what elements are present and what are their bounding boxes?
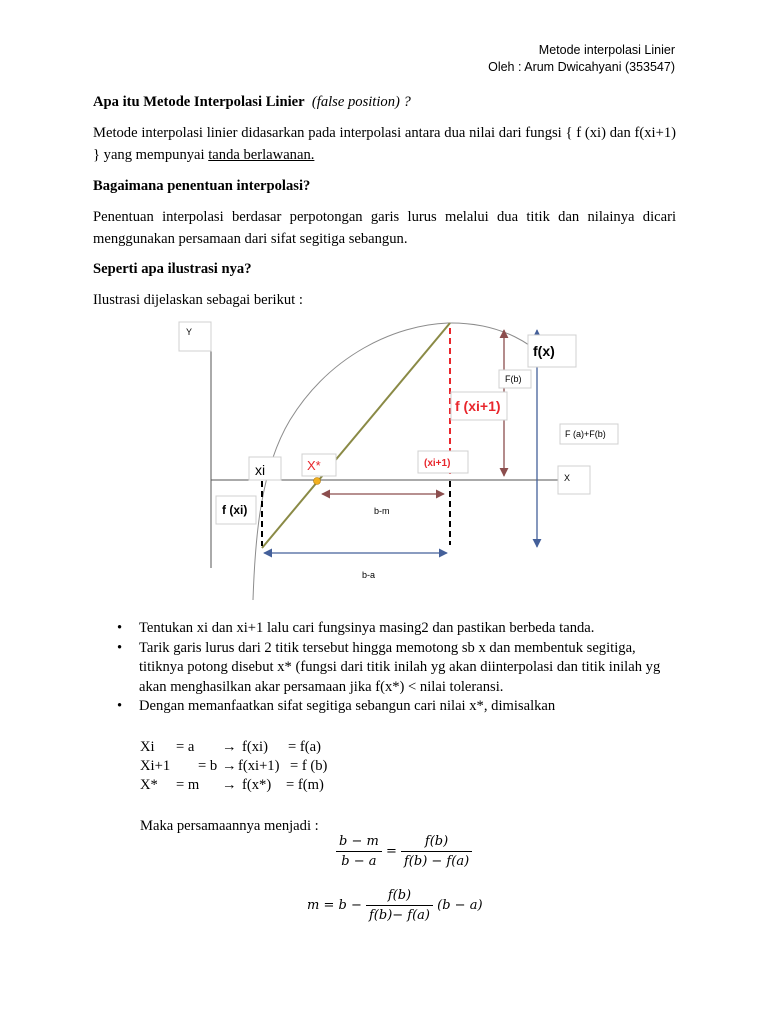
section3-title: Seperti apa ilustrasi nya? xyxy=(93,261,252,277)
xi-label: xi xyxy=(255,462,266,478)
section1-title: Apa itu Metode Interpolasi Linier xyxy=(93,94,305,110)
chord-line xyxy=(262,323,450,548)
bullet-icon: • xyxy=(117,620,123,636)
xstar-point xyxy=(314,478,321,485)
y-label: Y xyxy=(186,327,193,337)
bullet-icon: • xyxy=(117,639,123,656)
x-label: X xyxy=(564,473,571,483)
xstar-label: X* xyxy=(307,458,321,473)
steps-list xyxy=(93,619,676,717)
definition-row: Xi = a → f(xi) = f(a) xyxy=(140,738,321,758)
fx-label: f(x) xyxy=(533,343,555,359)
fxi1-label: f (xi+1) xyxy=(455,398,501,414)
formula-intro: Maka persamaannya menjadi : xyxy=(140,818,319,834)
section1-title-italic: (false position) ? xyxy=(311,94,411,110)
section2-title: Bagaimana penentuan interpolasi? xyxy=(93,178,311,194)
fxi-label: f (xi) xyxy=(222,503,248,517)
list-item: • Tentukan xi dan xi+1 lalu cari fungsinya masing2 dan pastikan berbeda tanda. xyxy=(93,619,676,639)
xi1-label: (xi+1) xyxy=(424,458,451,469)
header-author: Oleh : Arum Dwicahyani (353547) xyxy=(488,60,675,74)
definition-row: Xi+1 = b →f(xi+1) = f (b) xyxy=(140,757,327,777)
list-item: • Dengan memanfaatkan sifat segitiga sebangun cari nilai x*, dimisalkan xyxy=(93,697,676,717)
section3-intro: Ilustrasi dijelaskan sebagai berikut : xyxy=(93,292,303,308)
ba-label: b-a xyxy=(362,570,376,580)
definition-row: X* = m → f(x*) = f(m) xyxy=(140,776,324,796)
fb-label: F(b) xyxy=(505,374,522,384)
fa-fb-label: F (a)+F(b) xyxy=(565,429,606,439)
section1-underline: tanda berlawanan. xyxy=(208,147,315,163)
formula-eq1: $\frac{b - m}{b - a}$ = $\frac{f(b)}{f(b) - f(a)}$ xyxy=(336,834,472,869)
section1-body: Metode interpolasi linier didasarkan pada interpolasi antara dua nilai dari fungsi { f (xi) dan f(xi+1) } yang mempunyai xyxy=(93,125,676,163)
bullet-icon: • xyxy=(117,698,123,715)
x-label-box xyxy=(558,466,590,494)
formula-eq2: m = b − $\frac{f(b)}{f(b)- f(a)}$ (b − a) xyxy=(307,888,483,923)
arrow-icon: → xyxy=(222,777,237,793)
arrow-icon: → xyxy=(222,758,237,774)
y-label-box xyxy=(179,322,211,351)
bm-label: b-m xyxy=(374,506,390,516)
list-item: • Tarik garis lurus dari 2 titik tersebut hingga memotong sb x dan membentuk segitiga, titiknya potong disebut x* (fungsi dari titik inilah yg akan diinterpolasi dan titik inilah yg akan menghasilkan akar persamaan jika f(x*) < nilai toleransi. xyxy=(117,639,661,695)
arrow-icon: → xyxy=(222,739,237,755)
header-title: Metode interpolasi Linier xyxy=(538,43,675,57)
section2-body: Penentuan interpolasi berdasar perpotongan garis lurus melalui dua titik dan nilainya dicari menggunakan persamaan dari sifat segitiga sebangun. xyxy=(93,209,676,247)
